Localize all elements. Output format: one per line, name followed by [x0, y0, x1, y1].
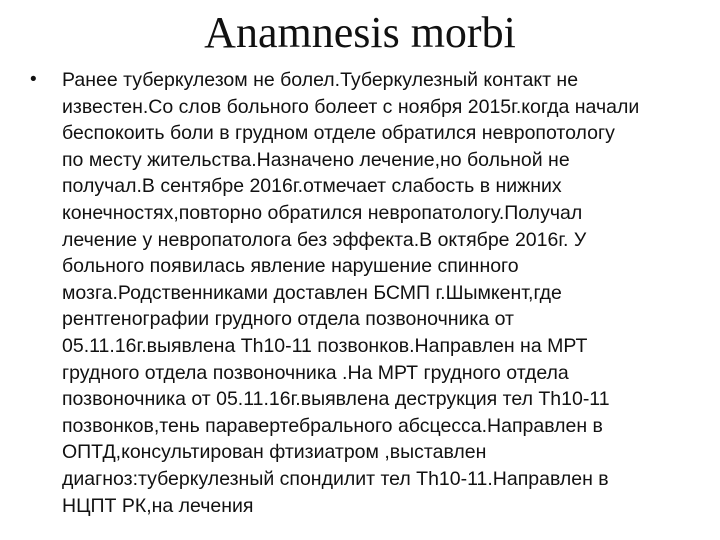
bullet-text: [62, 67, 692, 519]
text-line: рентгенографии грудного отдела позвоночника от: [62, 308, 514, 331]
text-line: позвонков,тень паравертебрального абсцесса.Направлен в: [62, 414, 603, 437]
text-line: мозга.Родственниками доставлен БСМП г.Шымкент,где: [62, 281, 562, 304]
text-line: беспокоить боли в грудном отделе обратился невропотологу: [62, 122, 615, 145]
text-line: получал.В сентябре 2016г.отмечает слабость в нижних: [62, 175, 562, 198]
text-line: Ранее туберкулезом не болел.Туберкулезный контакт не: [62, 69, 579, 91]
text-line: известен.Со слов больного болеет с ноября 2015г.когда начали: [62, 95, 640, 118]
slide-title: Anamnesis morbi: [204, 8, 516, 57]
text-line: конечностях,повторно обратился невропатологу.Получал: [62, 201, 583, 224]
text-line: НЦПТ РК,на лечения: [62, 494, 254, 517]
text-line: грудного отдела позвоночника .На МРТ грудного отдела: [62, 361, 569, 384]
text-line: диагноз:туберкулезный спондилит тел Th10-11.Направлен в: [62, 467, 609, 490]
text-line: ОПТД,консультирован фтизиатром ,выставлен: [62, 441, 487, 464]
text-line: позвоночника от 05.11.16г.выявлена деструкция тел Th10-11: [62, 388, 610, 411]
text-line: больного появилась явление нарушение спинного: [62, 255, 519, 278]
text-line: лечение у невропатолога без эффекта.В октябре 2016г. У: [62, 228, 587, 251]
text-line: 05.11.16г.выявлена Th10-11 позвонков.Направлен на МРТ: [62, 334, 588, 357]
text-line: по месту жительства.Назначено лечение,но больной не: [62, 148, 570, 171]
bullet-icon: •: [30, 69, 37, 90]
